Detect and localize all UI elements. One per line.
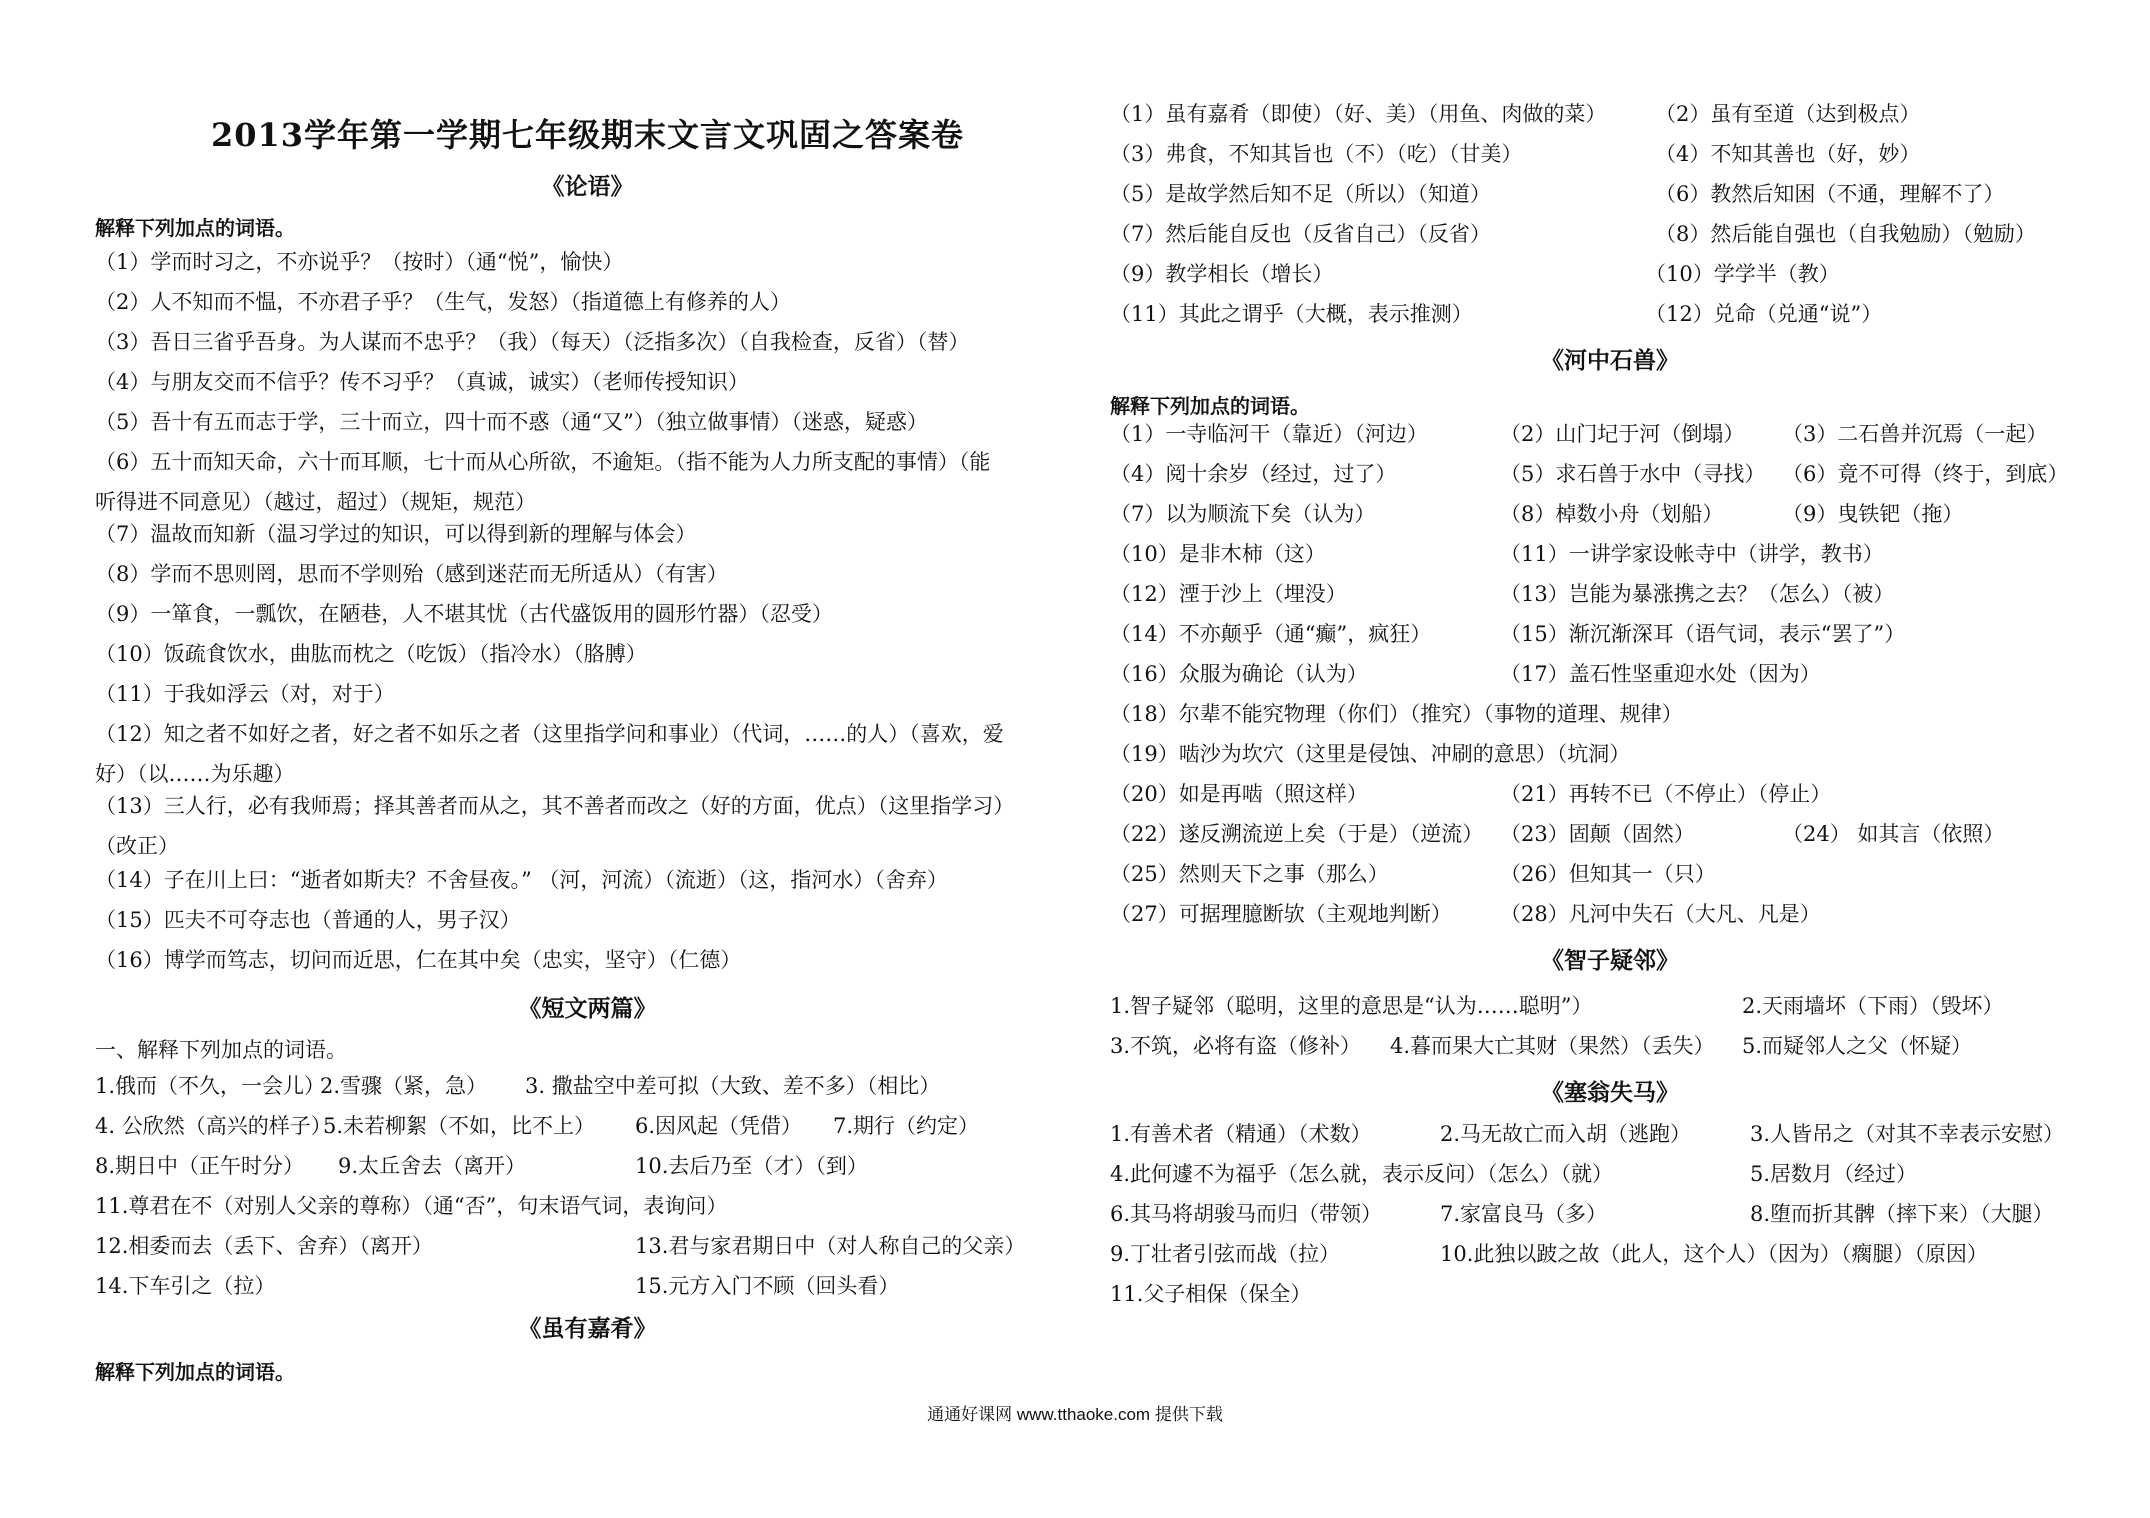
suiyou-item: （11）其此之谓乎（大概，表示推测） — [1110, 302, 1473, 326]
lunyu-item: （7）温故而知新（温习学过的知识，可以得到新的理解与体会） — [95, 522, 697, 546]
saiweng-item: 3.人皆吊之（对其不幸表示安慰） — [1750, 1122, 2065, 1146]
suiyou-item: （7）然后能自反也（反省自己）（反省） — [1110, 222, 1491, 246]
saiweng-item: 11.父子相保（保全） — [1110, 1282, 1312, 1306]
section-heading-suiyou: 《虽有嘉肴》 — [518, 1315, 657, 1342]
hezhong-item: （13）岂能为暴涨携之去？（怎么）（被） — [1500, 582, 1895, 606]
duanwen-item: 11.尊君在不（对别人父亲的尊称）（通“否”，句末语气词，表询问） — [95, 1194, 728, 1218]
suiyou-instruction: 解释下列加点的词语。 — [95, 1360, 295, 1384]
suiyou-item: （9）教学相长（增长） — [1110, 262, 1334, 286]
saiweng-item: 5.居数月（经过） — [1750, 1162, 1918, 1186]
zhizi-item: 1.智子疑邻（聪明，这里的意思是“认为……聪明”） — [1110, 994, 1593, 1018]
hezhong-item: （8）棹数小舟（划船） — [1500, 502, 1724, 526]
duanwen-item: 6.因风起（凭借） — [635, 1114, 803, 1138]
lunyu-item: （11）于我如浮云（对，对于） — [95, 682, 395, 706]
hezhong-item: （21）再转不已（不停止）（停止） — [1500, 782, 1832, 806]
suiyou-item: （1）虽有嘉肴（即使）（好、美）（用鱼、肉做的菜） — [1110, 102, 1607, 126]
lunyu-item: （6）五十而知天命，六十而耳顺，七十而从心所欲，不逾矩。（指不能为人力所支配的事情）（能 — [95, 450, 991, 474]
hezhong-item: （19）啮沙为坎穴（这里是侵蚀、冲刷的意思）（坑洞） — [1110, 742, 1631, 766]
section-heading-hezhong: 《河中石兽》 — [1541, 347, 1679, 374]
duanwen-item: 12.相委而去（丢下、舍弃）（离开） — [95, 1234, 433, 1258]
hezhong-item: （11）一讲学家设帐寺中（讲学，教书） — [1500, 542, 1884, 566]
hezhong-item: （4）阅十余岁（经过，过了） — [1110, 462, 1397, 486]
lunyu-item: （16）博学而笃志，切问而近思，仁在其中矣（忠实，坚守）（仁德） — [95, 948, 742, 972]
hezhong-item: （5）求石兽于水中（寻找） — [1500, 462, 1766, 486]
lunyu-item-continued: （改正） — [95, 834, 179, 858]
hezhong-item: （14）不亦颠乎（通“癫”，疯狂） — [1110, 622, 1432, 646]
duanwen-item: 9.太丘舍去（离开） — [338, 1154, 527, 1178]
hezhong-item: （20）如是再啮（照这样） — [1110, 782, 1368, 806]
zhizi-item: 4.暮而果大亡其财（果然）（丢失） — [1390, 1034, 1715, 1058]
suiyou-item: （4）不知其善也（好，妙） — [1655, 142, 1921, 166]
hezhong-item: （12）湮于沙上（埋没） — [1110, 582, 1347, 606]
saiweng-item: 7.家富良马（多） — [1440, 1202, 1608, 1226]
lunyu-item: （10）饭疏食饮水，曲肱而枕之（吃饭）（指冷水）（胳膊） — [95, 642, 647, 666]
hezhong-item: （9）曳铁钯（拖） — [1782, 502, 1964, 526]
duanwen-item: 4. 公欣然（高兴的样子） — [95, 1114, 332, 1138]
zhizi-item: 5.而疑邻人之父（怀疑） — [1742, 1034, 1973, 1058]
lunyu-item: （5）吾十有五而志于学，三十而立，四十而不惑（通“又”）（独立做事情）（迷惑，疑惑） — [95, 410, 928, 434]
hezhong-item: （28）凡河中失石（大凡、凡是） — [1500, 902, 1821, 926]
hezhong-item: （26）但知其一（只） — [1500, 862, 1716, 886]
section-heading-lunyu: 《论语》 — [541, 173, 634, 200]
lunyu-item-continued: 听得进不同意见）（越过，超过）（规矩，规范） — [95, 490, 536, 514]
saiweng-item: 1.有善术者（精通）（术数） — [1110, 1122, 1372, 1146]
hezhong-item: （24） 如其言（依照） — [1782, 822, 2005, 846]
suiyou-item: （5）是故学然后知不足（所以）（知道） — [1110, 182, 1491, 206]
duanwen-item: 14.下车引之（拉） — [95, 1274, 276, 1298]
hezhong-item: （17）盖石性坚重迎水处（因为） — [1500, 662, 1821, 686]
lunyu-item: （3）吾日三省乎吾身。为人谋而不忠乎？（我）（每天）（泛指多次）（自我检查，反省）（替） — [95, 330, 970, 354]
lunyu-item: （1）学而时习之，不亦说乎？（按时）（通“悦”，愉快） — [95, 250, 624, 274]
duanwen-item: 15.元方入门不顾（回头看） — [635, 1274, 900, 1298]
saiweng-item: 4.此何遽不为福乎（怎么就，表示反问）（怎么）（就） — [1110, 1162, 1614, 1186]
section-heading-saiweng: 《塞翁失马》 — [1541, 1079, 1679, 1106]
hezhong-item: （27）可据理臆断欤（主观地判断） — [1110, 902, 1452, 926]
lunyu-item: （13）三人行，必有我师焉；择其善者而从之，其不善者而改之（好的方面，优点）（这里指学习） — [95, 794, 1015, 818]
section-heading-duanwen: 《短文两篇》 — [518, 995, 657, 1022]
hezhong-item: （10）是非木柿（这） — [1110, 542, 1326, 566]
suiyou-item: （6）教然后知困（不通，理解不了） — [1655, 182, 2005, 206]
hezhong-item: （23）固颠（固然） — [1500, 822, 1695, 846]
lunyu-item: （15）匹夫不可夺志也（普通的人，男子汉） — [95, 908, 521, 932]
duanwen-instruction: 一、解释下列加点的词语。 — [95, 1038, 347, 1062]
hezhong-item: （2）山门圮于河（倒塌） — [1500, 422, 1745, 446]
lunyu-instruction: 解释下列加点的词语。 — [95, 216, 295, 240]
suiyou-item: （10）学学半（教） — [1645, 262, 1840, 286]
duanwen-item: 10.去后乃至（才）（到） — [635, 1154, 868, 1178]
hezhong-item: （16）众服为确论（认为） — [1110, 662, 1368, 686]
duanwen-item: 5.未若柳絮（不如，比不上） — [323, 1114, 596, 1138]
page-title: 2013学年第一学期七年级期末文言文巩固之答案卷 — [210, 116, 965, 154]
hezhong-item: （15）渐沉渐深耳（语气词，表示“罢了”） — [1500, 622, 1906, 646]
duanwen-item: 8.期日中（正午时分） — [95, 1154, 305, 1178]
hezhong-item: （3）二石兽并沉焉（一起） — [1782, 422, 2048, 446]
footer-credit: 通通好课网 www.tthaoke.com 提供下载 — [927, 1405, 1223, 1424]
hezhong-item: （22）遂反溯流逆上矣（于是）（逆流） — [1110, 822, 1484, 846]
lunyu-item: （8）学而不思则罔，思而不学则殆（感到迷茫而无所适从）（有害） — [95, 562, 728, 586]
suiyou-item: （8）然后能自强也（自我勉励）（勉励） — [1655, 222, 2036, 246]
duanwen-item: 2.雪骤（紧，急） — [320, 1074, 488, 1098]
hezhong-item: （6）竟不可得（终于，到底） — [1782, 462, 2069, 486]
lunyu-item: （12）知之者不如好之者，好之者不如乐之者（这里指学问和事业）（代词，……的人）（喜欢，爱 — [95, 722, 1004, 746]
duanwen-item: 13.君与家君期日中（对人称自己的父亲） — [635, 1234, 1026, 1258]
lunyu-item: （4）与朋友交而不信乎？传不习乎？（真诚，诚实）（老师传授知识） — [95, 370, 749, 394]
hezhong-instruction: 解释下列加点的词语。 — [1110, 394, 1310, 418]
lunyu-item: （14）子在川上曰：“逝者如斯夫？不舍昼夜。” （河，河流）（流逝）（这，指河水）（舍弃） — [95, 868, 948, 892]
zhizi-item: 3.不筑，必将有盗（修补） — [1110, 1034, 1362, 1058]
saiweng-item: 6.其马将胡骏马而归（带领） — [1110, 1202, 1383, 1226]
saiweng-item: 10.此独以跛之故（此人，这个人）（因为）（瘸腿）（原因） — [1440, 1242, 1988, 1266]
duanwen-item: 1.俄而（不久，一会儿） — [95, 1074, 326, 1098]
suiyou-item: （3）弗食，不知其旨也（不）（吃）（甘美） — [1110, 142, 1523, 166]
hezhong-item: （25）然则天下之事（那么） — [1110, 862, 1389, 886]
section-heading-zhizi: 《智子疑邻》 — [1541, 947, 1679, 974]
lunyu-item-continued: 好）（以……为乐趣） — [95, 762, 295, 786]
lunyu-item: （9）一箪食，一瓢饮，在陋巷，人不堪其忧（古代盛饭用的圆形竹器）（忍受） — [95, 602, 833, 626]
lunyu-item: （2）人不知而不愠，不亦君子乎？（生气，发怒）（指道德上有修养的人） — [95, 290, 791, 314]
saiweng-item: 2.马无故亡而入胡（逃跑） — [1440, 1122, 1692, 1146]
hezhong-item: （18）尔辈不能究物理（你们）（推究）（事物的道理、规律） — [1110, 702, 1683, 726]
suiyou-item: （12）兑命（兑通“说”） — [1645, 302, 1883, 326]
saiweng-item: 8.堕而折其髀（摔下来）（大腿） — [1750, 1202, 2054, 1226]
duanwen-item: 7.期行（约定） — [833, 1114, 980, 1138]
saiweng-item: 9.丁壮者引弦而战（拉） — [1110, 1242, 1341, 1266]
duanwen-item: 3. 撒盐空中差可拟（大致、差不多）（相比） — [525, 1074, 941, 1098]
hezhong-item: （1）一寺临河干（靠近）（河边） — [1110, 422, 1428, 446]
hezhong-item: （7）以为顺流下矣（认为） — [1110, 502, 1376, 526]
suiyou-item: （2）虽有至道（达到极点） — [1655, 102, 1921, 126]
zhizi-item: 2.天雨墙坏（下雨）（毁坏） — [1742, 994, 2004, 1018]
